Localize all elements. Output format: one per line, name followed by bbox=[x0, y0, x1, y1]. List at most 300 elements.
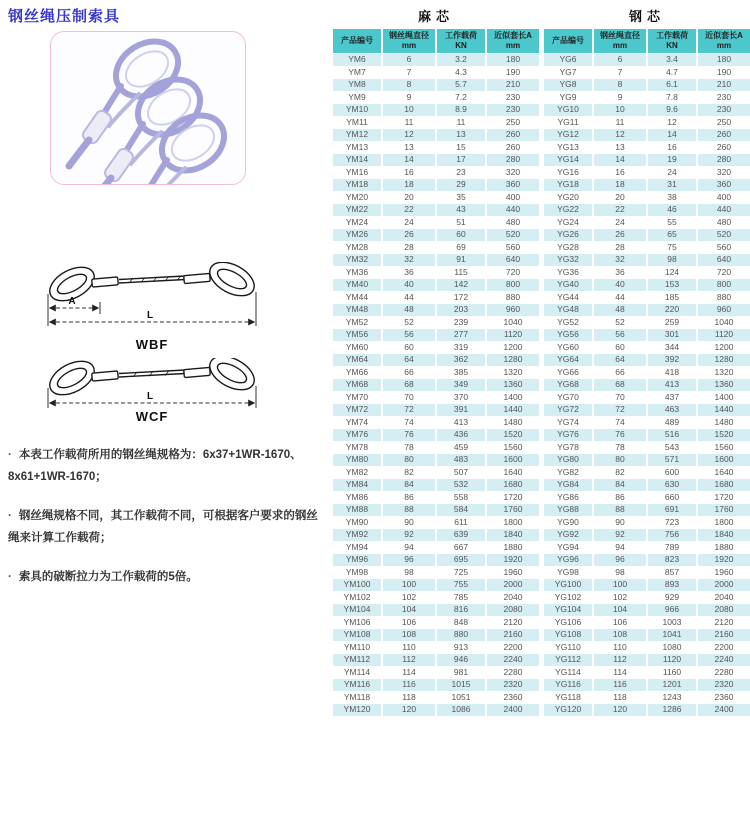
table-cell: 320 bbox=[698, 167, 750, 179]
table-row bbox=[544, 354, 750, 366]
table-cell: 1280 bbox=[487, 354, 539, 366]
table-cell: YM44 bbox=[333, 292, 381, 304]
table-cell: 9.6 bbox=[648, 104, 696, 116]
data-table bbox=[331, 28, 541, 717]
table-cell: 124 bbox=[648, 267, 696, 279]
product-photo bbox=[50, 31, 246, 185]
table-cell: YM98 bbox=[333, 567, 381, 579]
table-cell: 2000 bbox=[487, 579, 539, 591]
table-row bbox=[333, 304, 539, 316]
note-text: 索具的破断拉力为工作载荷的5倍。 bbox=[18, 570, 198, 583]
table-cell: 280 bbox=[698, 154, 750, 166]
table-cell: 667 bbox=[437, 542, 485, 554]
note-item bbox=[8, 505, 322, 550]
table-cell: 1041 bbox=[648, 629, 696, 641]
table-cell: YM7 bbox=[333, 67, 381, 79]
table-cell: 720 bbox=[487, 267, 539, 279]
table-cell: 1200 bbox=[487, 342, 539, 354]
column-header: 钢丝绳直径 mm bbox=[383, 29, 435, 53]
table-cell: 2080 bbox=[487, 604, 539, 616]
table-cell: YG104 bbox=[544, 604, 592, 616]
table-row bbox=[544, 579, 750, 591]
table-cell: 28 bbox=[594, 242, 646, 254]
table-cell: YM74 bbox=[333, 417, 381, 429]
table-cell: YM120 bbox=[333, 704, 381, 716]
table-cell: 1880 bbox=[698, 542, 750, 554]
table-row bbox=[544, 367, 750, 379]
table-cell: 1600 bbox=[487, 454, 539, 466]
table-cell: 571 bbox=[648, 454, 696, 466]
table-row bbox=[333, 404, 539, 416]
table-row bbox=[544, 429, 750, 441]
table-cell: 2320 bbox=[698, 679, 750, 691]
table-cell: 785 bbox=[437, 592, 485, 604]
table-cell: YG68 bbox=[544, 379, 592, 391]
table-cell: 440 bbox=[698, 204, 750, 216]
table-cell: 1960 bbox=[698, 567, 750, 579]
table-cell: 1840 bbox=[487, 529, 539, 541]
table-cell: 1760 bbox=[698, 504, 750, 516]
table-title: 麻芯 bbox=[417, 9, 454, 24]
table-cell: 1680 bbox=[698, 479, 750, 491]
table-cell: 64 bbox=[594, 354, 646, 366]
table-cell: 1920 bbox=[487, 554, 539, 566]
table-cell: 1640 bbox=[487, 467, 539, 479]
table-cell: 260 bbox=[698, 129, 750, 141]
table-cell: 630 bbox=[648, 479, 696, 491]
table-cell: 3.2 bbox=[437, 54, 485, 66]
table-cell: 720 bbox=[698, 267, 750, 279]
table-cell: 413 bbox=[437, 417, 485, 429]
table-cell: 35 bbox=[437, 192, 485, 204]
table-row bbox=[544, 379, 750, 391]
table-row bbox=[333, 142, 539, 154]
table-cell: YG24 bbox=[544, 217, 592, 229]
table-cell: 370 bbox=[437, 392, 485, 404]
table-cell: 12 bbox=[383, 129, 435, 141]
table-cell: 520 bbox=[487, 229, 539, 241]
wcf-diagram bbox=[36, 358, 268, 412]
table-cell: 2160 bbox=[487, 629, 539, 641]
table-cell: 2320 bbox=[487, 679, 539, 691]
table-row bbox=[333, 467, 539, 479]
dim-label-l: L bbox=[146, 310, 154, 321]
table-cell: 14 bbox=[594, 154, 646, 166]
table-cell: 880 bbox=[698, 292, 750, 304]
table-row bbox=[333, 704, 539, 716]
table-row bbox=[544, 192, 750, 204]
table-cell: 46 bbox=[648, 204, 696, 216]
table-cell: 100 bbox=[594, 579, 646, 591]
table-cell: 756 bbox=[648, 529, 696, 541]
table-cell: 31 bbox=[648, 179, 696, 191]
table-row bbox=[333, 692, 539, 704]
table-cell: YM18 bbox=[333, 179, 381, 191]
table-cell: 20 bbox=[594, 192, 646, 204]
table-cell: 2160 bbox=[698, 629, 750, 641]
table-cell: 2000 bbox=[698, 579, 750, 591]
table-cell: 1480 bbox=[487, 417, 539, 429]
table-cell: YM106 bbox=[333, 617, 381, 629]
table-cell: YG40 bbox=[544, 279, 592, 291]
table-cell: 4.7 bbox=[648, 67, 696, 79]
table-row bbox=[333, 104, 539, 116]
table-cell: YM60 bbox=[333, 342, 381, 354]
table-cell: YG86 bbox=[544, 492, 592, 504]
table-cell: 440 bbox=[487, 204, 539, 216]
table-cell: 52 bbox=[594, 317, 646, 329]
table-cell: 880 bbox=[487, 292, 539, 304]
table-row bbox=[544, 154, 750, 166]
table-cell: YM110 bbox=[333, 642, 381, 654]
table-cell: 480 bbox=[487, 217, 539, 229]
table-cell: 560 bbox=[487, 242, 539, 254]
table-cell: YG56 bbox=[544, 329, 592, 341]
table-cell: 1800 bbox=[698, 517, 750, 529]
table-cell: YG78 bbox=[544, 442, 592, 454]
table-cell: 230 bbox=[698, 92, 750, 104]
table-cell: 68 bbox=[383, 379, 435, 391]
table-row bbox=[333, 392, 539, 404]
table-row bbox=[544, 692, 750, 704]
table-cell: 966 bbox=[648, 604, 696, 616]
table-row bbox=[544, 54, 750, 66]
table-row bbox=[544, 179, 750, 191]
table-cell: YM16 bbox=[333, 167, 381, 179]
table-row bbox=[333, 329, 539, 341]
table-cell: 13 bbox=[437, 129, 485, 141]
table-cell: 277 bbox=[437, 329, 485, 341]
table-cell: 114 bbox=[383, 667, 435, 679]
table-cell: 48 bbox=[383, 304, 435, 316]
table-cell: 1051 bbox=[437, 692, 485, 704]
table-row bbox=[333, 292, 539, 304]
table-row bbox=[544, 629, 750, 641]
table-row bbox=[544, 92, 750, 104]
table-cell: 36 bbox=[383, 267, 435, 279]
table-row bbox=[333, 579, 539, 591]
table-cell: 344 bbox=[648, 342, 696, 354]
table-cell: 56 bbox=[594, 329, 646, 341]
table-cell: 22 bbox=[594, 204, 646, 216]
table-cell: 1640 bbox=[698, 467, 750, 479]
table-cell: 301 bbox=[648, 329, 696, 341]
table-cell: 463 bbox=[648, 404, 696, 416]
table-row bbox=[544, 104, 750, 116]
table-cell: 26 bbox=[383, 229, 435, 241]
table-cell: 725 bbox=[437, 567, 485, 579]
table-cell: 1120 bbox=[648, 654, 696, 666]
table-cell: YM80 bbox=[333, 454, 381, 466]
table-cell: 16 bbox=[594, 167, 646, 179]
table-cell: YG12 bbox=[544, 129, 592, 141]
table-cell: 1520 bbox=[487, 429, 539, 441]
table-cell: 483 bbox=[437, 454, 485, 466]
table-cell: 2200 bbox=[487, 642, 539, 654]
table-row bbox=[544, 654, 750, 666]
table-cell: 18 bbox=[383, 179, 435, 191]
table-cell: YM14 bbox=[333, 154, 381, 166]
table-cell: 55 bbox=[648, 217, 696, 229]
table-row bbox=[544, 317, 750, 329]
table-cell: 7 bbox=[383, 67, 435, 79]
notes-section bbox=[8, 444, 322, 604]
table-row bbox=[544, 242, 750, 254]
table-cell: 319 bbox=[437, 342, 485, 354]
table-cell: YG92 bbox=[544, 529, 592, 541]
table-cell: 946 bbox=[437, 654, 485, 666]
table-cell: 210 bbox=[487, 79, 539, 91]
table-cell: 11 bbox=[437, 117, 485, 129]
table-cell: YG76 bbox=[544, 429, 592, 441]
table-cell: 516 bbox=[648, 429, 696, 441]
table-cell: YG72 bbox=[544, 404, 592, 416]
table-cell: 1120 bbox=[487, 329, 539, 341]
table-cell: 1520 bbox=[698, 429, 750, 441]
table-cell: 600 bbox=[648, 467, 696, 479]
table-cell: 800 bbox=[487, 279, 539, 291]
table-row bbox=[544, 642, 750, 654]
table-cell: YM32 bbox=[333, 254, 381, 266]
table-cell: YG13 bbox=[544, 142, 592, 154]
table-cell: 6 bbox=[383, 54, 435, 66]
table-cell: 60 bbox=[383, 342, 435, 354]
table-cell: 640 bbox=[698, 254, 750, 266]
table-cell: 98 bbox=[594, 567, 646, 579]
table-cell: YG120 bbox=[544, 704, 592, 716]
table-cell: YG100 bbox=[544, 579, 592, 591]
spec-table-hemp-core bbox=[331, 6, 541, 717]
table-cell: YM82 bbox=[333, 467, 381, 479]
table-cell: 10 bbox=[594, 104, 646, 116]
table-cell: 4.3 bbox=[437, 67, 485, 79]
table-cell: 16 bbox=[383, 167, 435, 179]
table-cell: 106 bbox=[594, 617, 646, 629]
table-cell: 1480 bbox=[698, 417, 750, 429]
table-cell: 1120 bbox=[698, 329, 750, 341]
table-cell: 1280 bbox=[698, 354, 750, 366]
table-cell: 857 bbox=[648, 567, 696, 579]
table-cell: 19 bbox=[648, 154, 696, 166]
table-cell: 11 bbox=[383, 117, 435, 129]
table-cell: 68 bbox=[594, 379, 646, 391]
table-cell: 8 bbox=[383, 79, 435, 91]
table-title: 钢芯 bbox=[628, 9, 665, 24]
table-cell: 116 bbox=[383, 679, 435, 691]
table-cell: YG80 bbox=[544, 454, 592, 466]
table-cell: 1920 bbox=[698, 554, 750, 566]
table-cell: 1560 bbox=[487, 442, 539, 454]
table-row bbox=[333, 204, 539, 216]
table-cell: 913 bbox=[437, 642, 485, 654]
table-cell: 108 bbox=[594, 629, 646, 641]
table-cell: 65 bbox=[648, 229, 696, 241]
table-row bbox=[544, 479, 750, 491]
table-cell: YM90 bbox=[333, 517, 381, 529]
table-cell: 28 bbox=[383, 242, 435, 254]
table-cell: YG44 bbox=[544, 292, 592, 304]
table-row bbox=[544, 342, 750, 354]
table-row bbox=[544, 604, 750, 616]
table-row bbox=[333, 454, 539, 466]
table-cell: YG118 bbox=[544, 692, 592, 704]
table-cell: 2400 bbox=[698, 704, 750, 716]
table-cell: 75 bbox=[648, 242, 696, 254]
table-cell: 14 bbox=[648, 129, 696, 141]
table-cell: 86 bbox=[383, 492, 435, 504]
table-row bbox=[333, 317, 539, 329]
table-cell: YG66 bbox=[544, 367, 592, 379]
page-title: 钢丝绳压制索具 bbox=[8, 8, 121, 25]
table-cell: 2120 bbox=[487, 617, 539, 629]
table-cell: 76 bbox=[383, 429, 435, 441]
table-cell: 104 bbox=[594, 604, 646, 616]
table-row bbox=[544, 567, 750, 579]
table-cell: YG94 bbox=[544, 542, 592, 554]
table-cell: YG96 bbox=[544, 554, 592, 566]
table-cell: 1360 bbox=[698, 379, 750, 391]
table-cell: YG64 bbox=[544, 354, 592, 366]
table-cell: 2040 bbox=[698, 592, 750, 604]
table-cell: YG74 bbox=[544, 417, 592, 429]
table-cell: 190 bbox=[698, 67, 750, 79]
table-cell: 84 bbox=[383, 479, 435, 491]
wire-rope-sling-illustration bbox=[51, 32, 245, 184]
table-cell: YM96 bbox=[333, 554, 381, 566]
table-cell: 2240 bbox=[487, 654, 539, 666]
table-cell: 70 bbox=[594, 392, 646, 404]
table-cell: 1015 bbox=[437, 679, 485, 691]
table-cell: 558 bbox=[437, 492, 485, 504]
table-cell: 7.2 bbox=[437, 92, 485, 104]
table-cell: 611 bbox=[437, 517, 485, 529]
table-cell: 660 bbox=[648, 492, 696, 504]
table-cell: 413 bbox=[648, 379, 696, 391]
table-row bbox=[333, 642, 539, 654]
table-cell: 1600 bbox=[698, 454, 750, 466]
table-cell: 112 bbox=[383, 654, 435, 666]
column-header: 近似套长A mm bbox=[487, 29, 539, 53]
table-cell: 1003 bbox=[648, 617, 696, 629]
table-cell: 108 bbox=[383, 629, 435, 641]
table-cell: 90 bbox=[383, 517, 435, 529]
table-cell: 2360 bbox=[487, 692, 539, 704]
table-cell: 1200 bbox=[698, 342, 750, 354]
table-cell: YG90 bbox=[544, 517, 592, 529]
table-row bbox=[544, 617, 750, 629]
table-cell: 40 bbox=[383, 279, 435, 291]
table-cell: 90 bbox=[594, 517, 646, 529]
table-cell: 13 bbox=[383, 142, 435, 154]
table-cell: YG7 bbox=[544, 67, 592, 79]
table-row bbox=[544, 542, 750, 554]
table-cell: 82 bbox=[594, 467, 646, 479]
table-row bbox=[333, 617, 539, 629]
table-cell: YM9 bbox=[333, 92, 381, 104]
table-cell: YM86 bbox=[333, 492, 381, 504]
table-cell: 532 bbox=[437, 479, 485, 491]
table-cell: 180 bbox=[698, 54, 750, 66]
table-cell: 239 bbox=[437, 317, 485, 329]
table-cell: 250 bbox=[487, 117, 539, 129]
table-cell: 691 bbox=[648, 504, 696, 516]
table-cell: 2360 bbox=[698, 692, 750, 704]
table-cell: YM68 bbox=[333, 379, 381, 391]
table-cell: 723 bbox=[648, 517, 696, 529]
wbf-label: WBF bbox=[135, 337, 169, 352]
table-cell: 640 bbox=[487, 254, 539, 266]
table-cell: 1760 bbox=[487, 504, 539, 516]
table-cell: 22 bbox=[383, 204, 435, 216]
table-cell: 520 bbox=[698, 229, 750, 241]
table-cell: 929 bbox=[648, 592, 696, 604]
table-cell: 114 bbox=[594, 667, 646, 679]
table-cell: 185 bbox=[648, 292, 696, 304]
table-cell: YM26 bbox=[333, 229, 381, 241]
table-cell: 260 bbox=[698, 142, 750, 154]
table-cell: 100 bbox=[383, 579, 435, 591]
table-cell: 11 bbox=[594, 117, 646, 129]
table-cell: 66 bbox=[594, 367, 646, 379]
table-row bbox=[544, 329, 750, 341]
table-cell: 69 bbox=[437, 242, 485, 254]
table-cell: YM94 bbox=[333, 542, 381, 554]
table-row bbox=[333, 479, 539, 491]
table-row bbox=[544, 267, 750, 279]
table-cell: 2400 bbox=[487, 704, 539, 716]
table-cell: YM72 bbox=[333, 404, 381, 416]
table-cell: 98 bbox=[648, 254, 696, 266]
table-cell: 20 bbox=[383, 192, 435, 204]
table-cell: 418 bbox=[648, 367, 696, 379]
table-cell: YM118 bbox=[333, 692, 381, 704]
table-cell: 880 bbox=[437, 629, 485, 641]
table-cell: YG16 bbox=[544, 167, 592, 179]
table-cell: 80 bbox=[594, 454, 646, 466]
table-row bbox=[544, 492, 750, 504]
table-cell: 360 bbox=[698, 179, 750, 191]
table-row bbox=[544, 129, 750, 141]
table-row bbox=[333, 367, 539, 379]
table-cell: YG8 bbox=[544, 79, 592, 91]
table-cell: 91 bbox=[437, 254, 485, 266]
table-row bbox=[333, 592, 539, 604]
table-row bbox=[333, 442, 539, 454]
table-cell: YM84 bbox=[333, 479, 381, 491]
table-cell: 9 bbox=[383, 92, 435, 104]
table-row bbox=[544, 292, 750, 304]
table-cell: YG88 bbox=[544, 504, 592, 516]
table-cell: YM66 bbox=[333, 367, 381, 379]
table-cell: 110 bbox=[383, 642, 435, 654]
table-cell: 584 bbox=[437, 504, 485, 516]
table-cell: YG18 bbox=[544, 179, 592, 191]
table-row bbox=[333, 492, 539, 504]
table-row bbox=[544, 529, 750, 541]
table-cell: 38 bbox=[648, 192, 696, 204]
table-cell: 1440 bbox=[487, 404, 539, 416]
table-cell: YG14 bbox=[544, 154, 592, 166]
table-cell: 1286 bbox=[648, 704, 696, 716]
table-cell: 92 bbox=[383, 529, 435, 541]
table-cell: 2280 bbox=[487, 667, 539, 679]
table-cell: YM70 bbox=[333, 392, 381, 404]
table-cell: 823 bbox=[648, 554, 696, 566]
table-cell: YM13 bbox=[333, 142, 381, 154]
table-cell: YM36 bbox=[333, 267, 381, 279]
table-row bbox=[544, 667, 750, 679]
table-cell: 437 bbox=[648, 392, 696, 404]
